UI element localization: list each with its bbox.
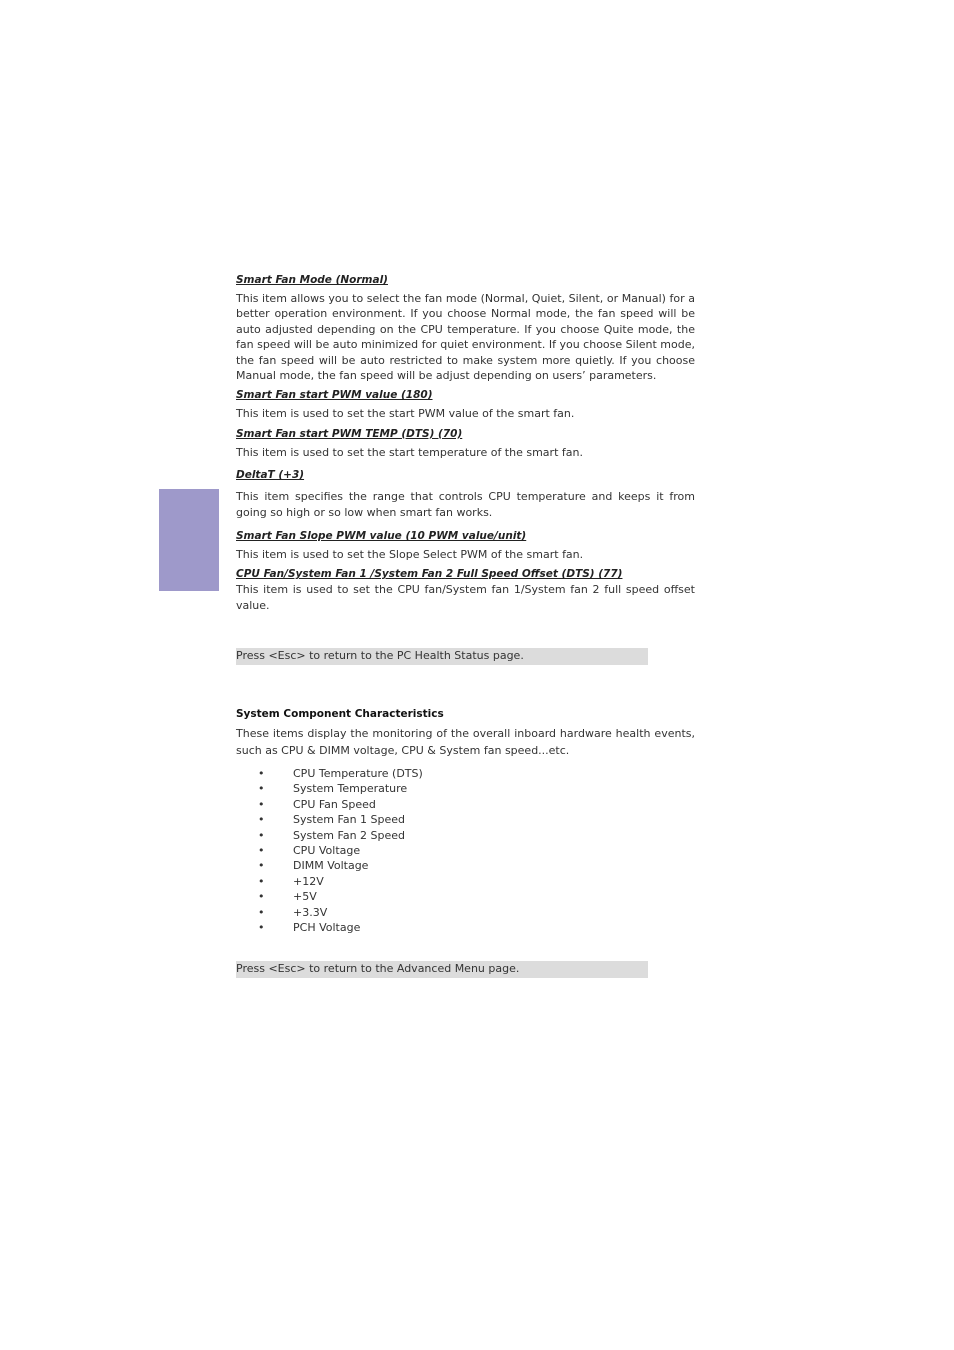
list-item <box>236 920 423 935</box>
side-tab-marker <box>159 489 219 591</box>
section-title: System Component Characteristics <box>236 708 444 720</box>
bullet: • <box>258 797 265 811</box>
bullet: • <box>258 767 265 780</box>
item-title: Smart Fan Mode (Normal) <box>236 274 388 286</box>
bullet: • <box>258 782 265 796</box>
bullet: • <box>258 844 265 858</box>
bullet: • <box>258 905 265 919</box>
item-start-pwm-value <box>236 388 695 421</box>
fan-settings-section <box>236 273 695 618</box>
list-item <box>236 797 423 812</box>
list-item <box>236 843 423 858</box>
item-desc: This item is used to set the CPU fan/System fan 1/System fan 2 full speed offset value. <box>236 583 695 612</box>
bullet: • <box>258 859 265 873</box>
bullet: • <box>258 813 265 827</box>
item-title: Smart Fan start PWM TEMP (DTS) (70) <box>236 427 463 440</box>
item-smart-fan-mode <box>236 273 695 383</box>
list-item <box>236 766 423 781</box>
item-title: CPU Fan/System Fan 1 /System Fan 2 Full Speed Offset (DTS) (77) <box>236 568 623 581</box>
list-item <box>236 828 423 843</box>
section-desc: These items display the monitoring of the overall inboard hardware health events, such as CPU & DIMM voltage, CPU & System fan speed...etc. <box>236 727 695 757</box>
item-full-speed-offset <box>236 567 695 613</box>
list-item <box>236 812 423 827</box>
list-item-label: CPU Temperature (DTS) <box>293 767 423 780</box>
bullet: • <box>258 890 265 904</box>
list-item-label: +12V <box>293 874 324 888</box>
item-delta-t <box>236 468 695 520</box>
item-title: Smart Fan Slope PWM value (10 PWM value/unit) <box>236 530 527 543</box>
list-item-label: CPU Voltage <box>293 844 361 858</box>
esc-advanced-note: Press <Esc> to return to the Advanced Menu page. <box>236 961 648 978</box>
list-item-label: +5V <box>293 890 317 904</box>
list-item <box>236 874 423 889</box>
item-start-pwm-temp <box>236 427 695 460</box>
list-item <box>236 905 423 920</box>
list-item-label: System Temperature <box>293 782 408 796</box>
item-title: Smart Fan start PWM value (180) <box>236 389 433 402</box>
item-desc: This item is used to set the Slope Select PWM of the smart fan. <box>236 548 584 562</box>
list-item-label: +3.3V <box>293 905 328 919</box>
list-item <box>236 889 423 904</box>
list-item-label: PCH Voltage <box>293 921 361 935</box>
list-item-label: System Fan 1 Speed <box>293 813 406 827</box>
bullet: • <box>258 828 265 842</box>
item-desc: This item specifies the range that controls CPU temperature and keeps it from going so high or so low when smart fan works. <box>236 490 695 519</box>
list-item-label: DIMM Voltage <box>293 859 369 873</box>
list-item-label: System Fan 2 Speed <box>293 828 406 842</box>
bullet: • <box>258 921 265 935</box>
list-item-label: CPU Fan Speed <box>293 797 376 811</box>
list-item <box>236 781 423 796</box>
list-item <box>236 858 423 873</box>
item-slope-pwm <box>236 529 695 562</box>
item-title: DeltaT (+3) <box>236 469 305 482</box>
esc-pc-health-note: Press <Esc> to return to the PC Health Status page. <box>236 648 648 665</box>
item-desc: This item is used to set the start temperature of the smart fan. <box>236 445 583 459</box>
item-desc: This item is used to set the start PWM value of the smart fan. <box>236 407 575 421</box>
bullet: • <box>258 874 265 888</box>
item-desc: This item allows you to select the fan mode (Normal, Quiet, Silent, or Manual) for a better operation environment. If you choose Normal mode, the fan speed will be auto adjusted depending on the CPU temperature. If you choose Quite mode, the fan speed will be auto minimized for quiet environment. If you choose Silent mode, the fan speed will be auto restricted to make system more quietly. If you choose Manual mode, the fan speed will be adjust depending on users’ parameters. <box>236 292 695 383</box>
component-list <box>236 766 423 935</box>
